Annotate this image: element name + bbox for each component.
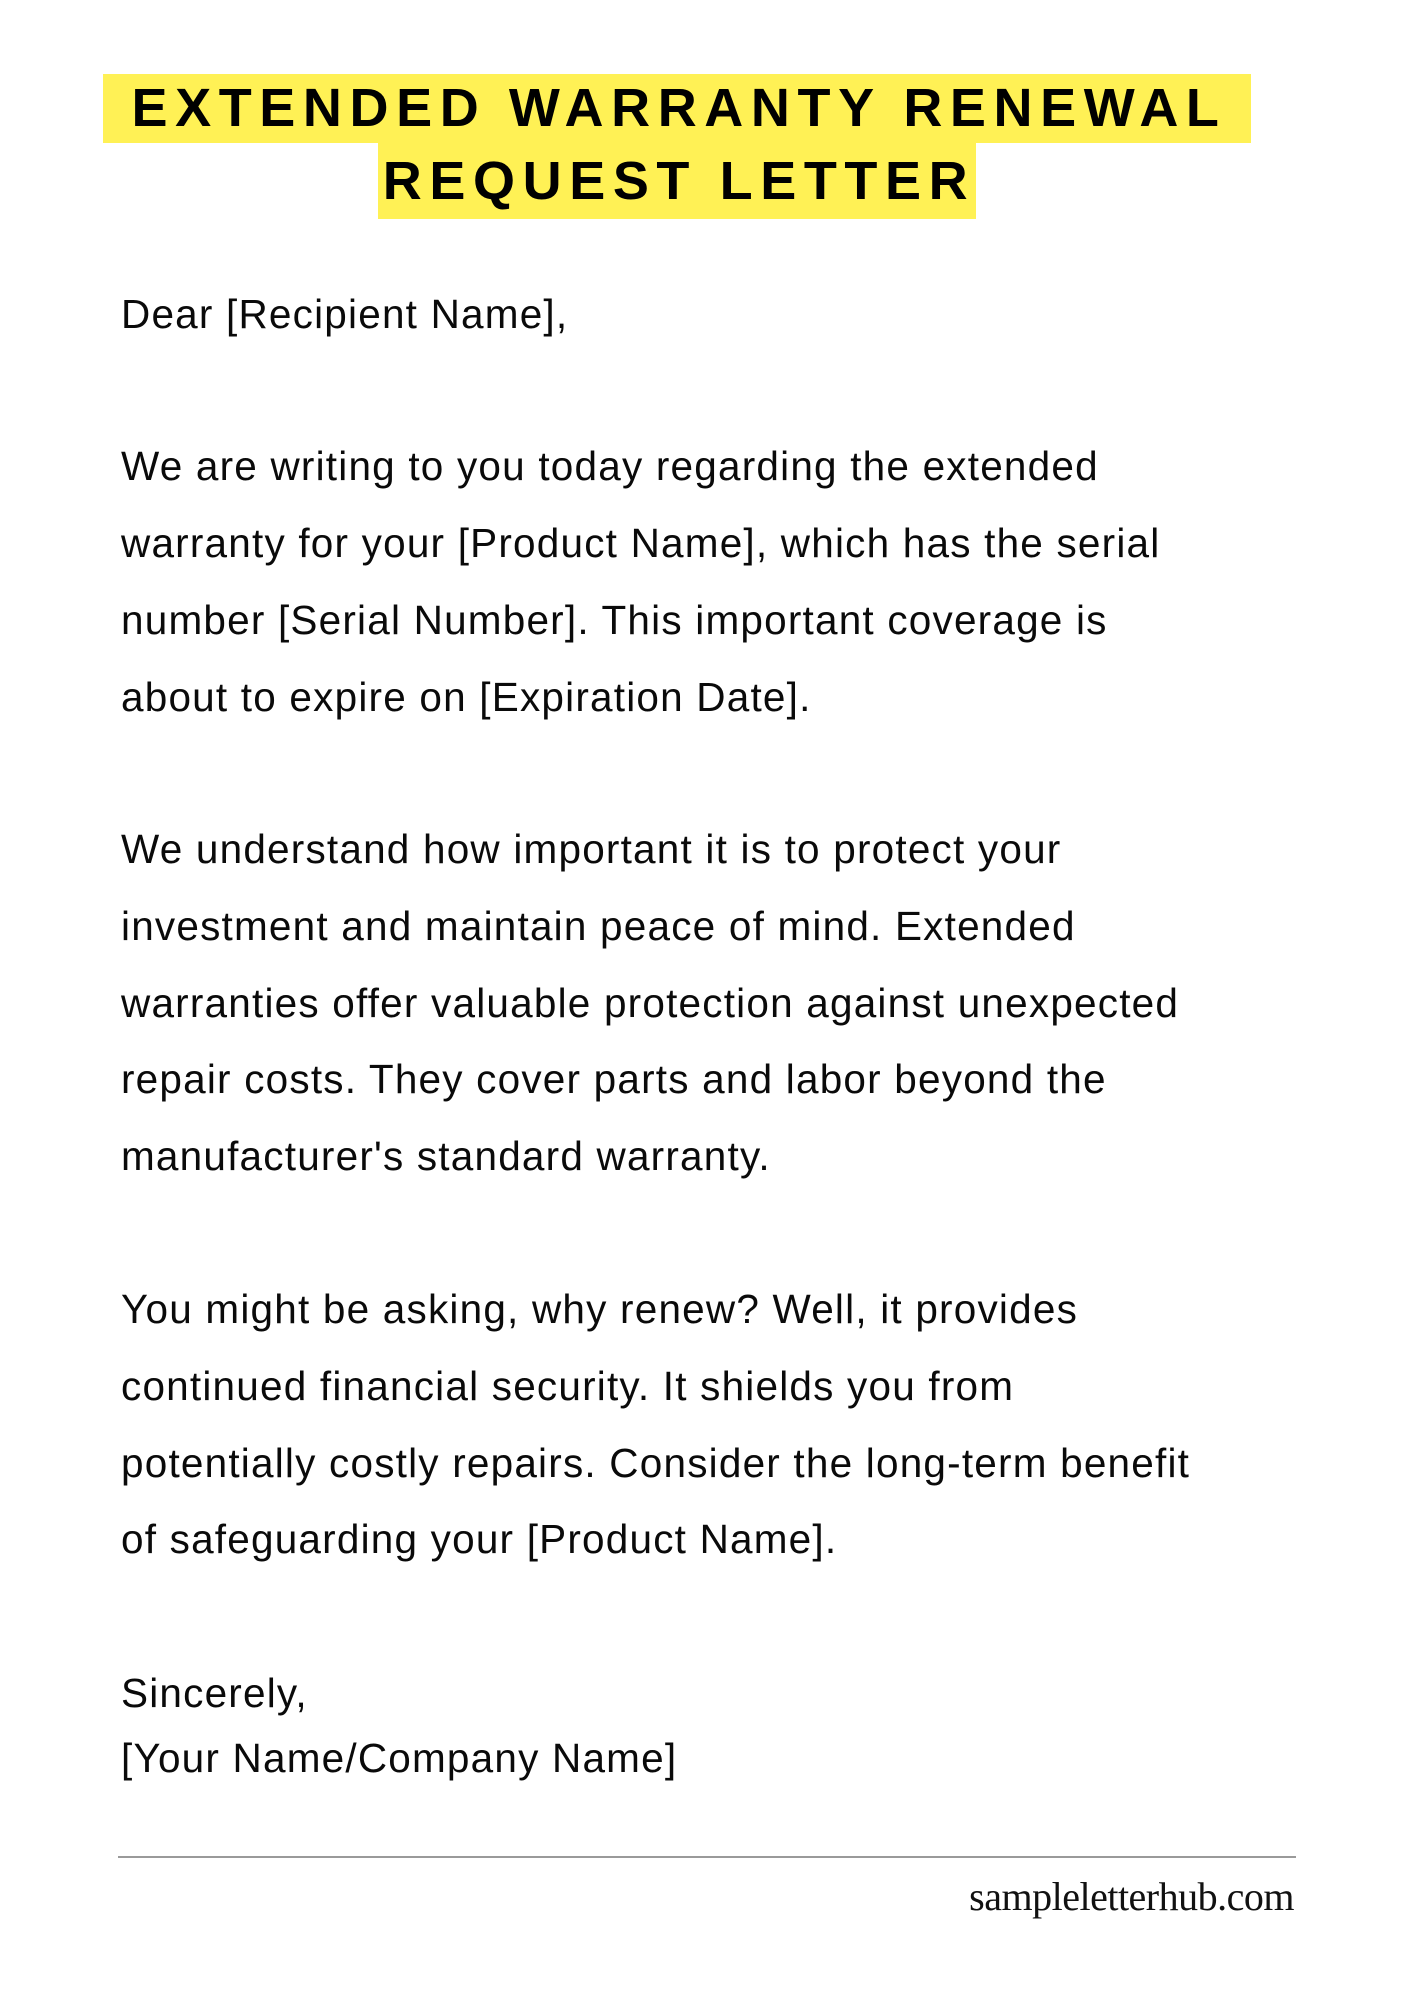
footer-site-name: sampleletterhub.com [969, 1874, 1294, 1919]
paragraph-line: repair costs. They cover parts and labor beyond the [121, 1056, 1107, 1102]
paragraph-line: manufacturer's standard warranty. [121, 1133, 771, 1179]
title-line-2: REQUEST LETTER [378, 143, 976, 219]
signature: [Your Name/Company Name] [121, 1735, 678, 1781]
paragraph-line: continued financial security. It shields you from [121, 1363, 1015, 1409]
paragraph-line: warranties offer valuable protection against unexpected [121, 980, 1180, 1026]
paragraph-line: potentially costly repairs. Consider the long-term benefit [121, 1440, 1191, 1486]
paragraph-line: number [Serial Number]. This important coverage is [121, 597, 1108, 643]
salutation: Dear [Recipient Name], [121, 291, 569, 337]
paragraph-line: You might be asking, why renew? Well, it provides [121, 1286, 1079, 1332]
paragraph-line: investment and maintain peace of mind. Extended [121, 903, 1076, 949]
paragraph-line: about to expire on [Expiration Date]. [121, 674, 812, 720]
paragraph-line: of safeguarding your [Product Name]. [121, 1516, 838, 1562]
paragraph-line: We are writing to you today regarding the extended [121, 443, 1099, 489]
footer-divider [118, 1856, 1296, 1858]
paragraph-line: warranty for your [Product Name], which has the serial [121, 520, 1161, 566]
paragraph-line: We understand how important it is to protect your [121, 826, 1062, 872]
title-line-1: EXTENDED WARRANTY RENEWAL [103, 74, 1251, 143]
closing: Sincerely, [121, 1670, 308, 1716]
